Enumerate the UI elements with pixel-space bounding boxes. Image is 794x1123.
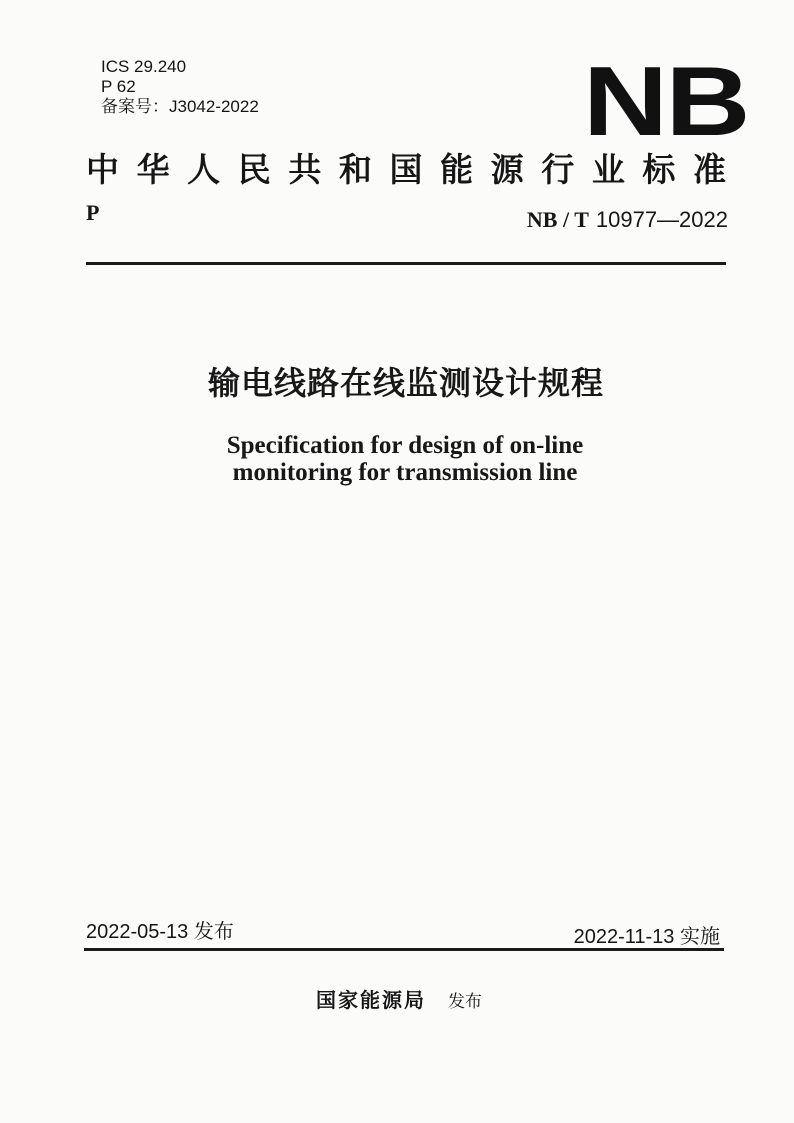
standard-number-value: 10977—2022 xyxy=(595,207,728,232)
title-english xyxy=(0,432,794,486)
implementation-date: 2022-11-13 实施 xyxy=(573,926,720,948)
nb-logo: NB xyxy=(583,46,749,156)
title-chinese: 输电线路在线监测设计规程 xyxy=(207,364,604,402)
publisher-action: 发布 xyxy=(448,992,482,1012)
ics-code: ICS 29.240 xyxy=(101,57,187,76)
title-english-line-1: Specification for design of on-line xyxy=(226,432,584,459)
top-divider xyxy=(86,262,726,265)
release-date: 2022-05-13 发布 xyxy=(86,921,234,943)
standard-prefix: NB / T xyxy=(526,207,589,232)
standard-category: 中华人民共和国能源行业标准 xyxy=(86,150,726,189)
bottom-divider xyxy=(84,948,724,951)
classification-block xyxy=(101,57,259,117)
publisher xyxy=(0,984,794,1013)
standard-number xyxy=(527,207,728,233)
title-english-line-2: monitoring for transmission line xyxy=(232,459,578,486)
class-code: P xyxy=(86,200,100,225)
publisher-name: 国家能源局 xyxy=(316,988,426,1012)
ccs-code: P 62 xyxy=(101,77,136,96)
record-number: 备案号：J3042-2022 xyxy=(101,97,259,116)
